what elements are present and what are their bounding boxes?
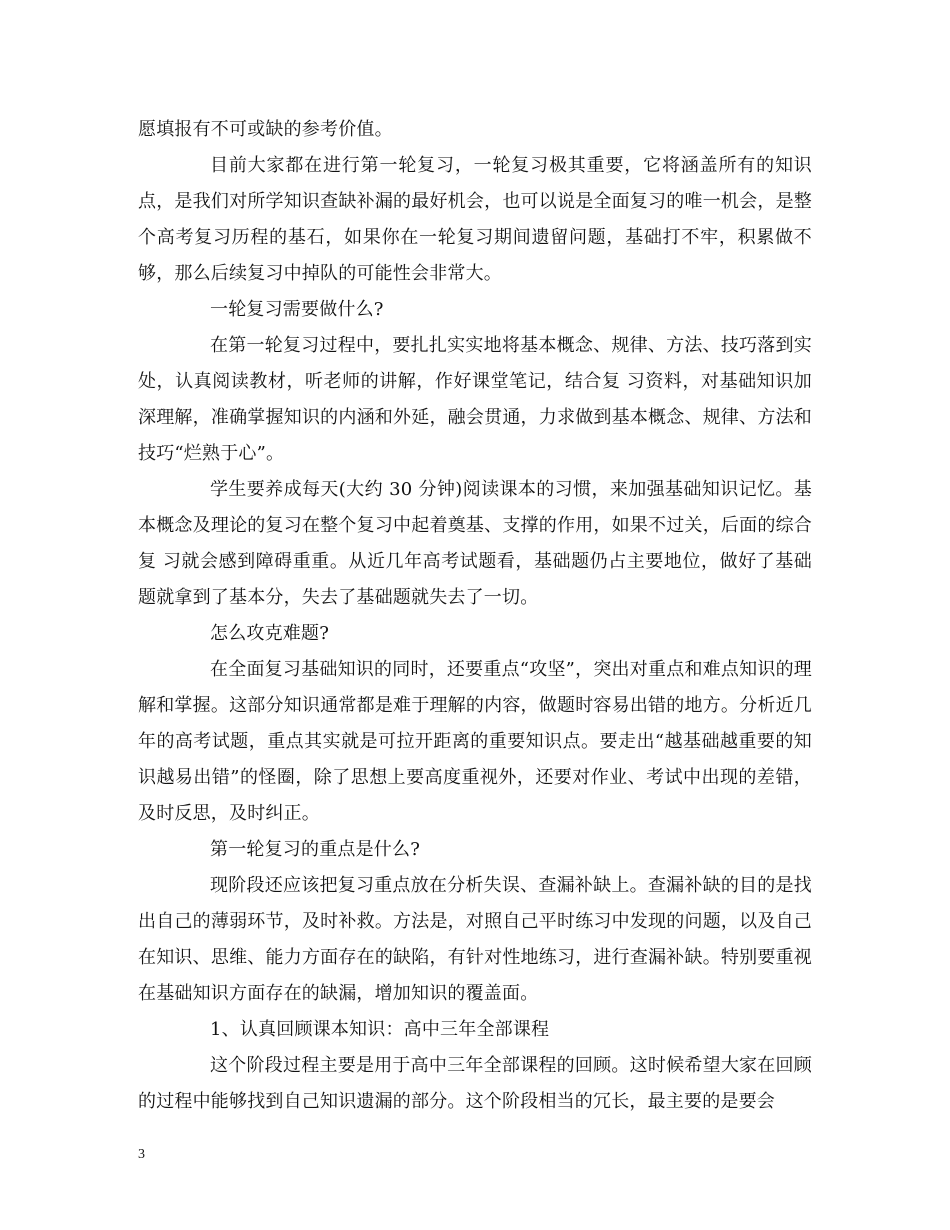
heading-difficult-problems: 怎么攻克难题? <box>210 623 330 644</box>
paragraph-2: 目前大家都在进行第一轮复习，一轮复习极其重要，它将涵盖所有的知识点，是我们对所学知识查缺补漏的最好机会，也可以说是全面复习的唯一机会，是整个高考复习历程的基石，如果你在一轮复习期间遗留问题，基础打不牢，积累做不够，那么后续复习中掉队的可能性会非常大。 <box>138 155 812 284</box>
page-number: 3 <box>138 1147 145 1162</box>
heading-first-round-tasks: 一轮复习需要做什么? <box>210 299 384 320</box>
paragraph-4: 学生要养成每天(大约 30 分钟)阅读课本的习惯，来加强基础知识记忆。基本概念及理论的复习在整个复习中起着奠基、支撑的作用，如果不过关，后面的综合复 习就会感到障碍重重。从近几年高考试题看，基础题仍占主要地位，做好了基础题就拿到了基本分，失去了基础题就失去了一切。 <box>138 479 812 608</box>
heading-first-round-focus: 第一轮复习的重点是什么? <box>210 839 421 860</box>
paragraph-3: 在第一轮复习过程中，要扎扎实实地将基本概念、规律、方法、技巧落到实处，认真阅读教材，听老师的讲解，作好课堂笔记，结合复 习资料，对基础知识加深理解，准确掌握知识的内涵和外延，融会贯通，力求做到基本概念、规律、方法和技巧“烂熟于心”。 <box>138 335 812 464</box>
paragraph-7: 这个阶段过程主要是用于高中三年全部课程的回顾。这时候希望大家在回顾的过程中能够找到自己知识遗漏的部分。这个阶段相当的冗长，最主要的是要会 <box>138 1055 812 1112</box>
paragraph-1: 愿填报有不可或缺的参考价值。 <box>138 119 393 140</box>
paragraph-5: 在全面复习基础知识的同时，还要重点“攻坚”，突出对重点和难点知识的理解和掌握。这部分知识通常都是难于理解的内容，做题时容易出错的地方。分析近几年的高考试题，重点其实就是可拉开距离的重要知识点。要走出“越基础越重要的知识越易出错”的怪圈，除了思想上要高度重视外，还要对作业、考试中出现的差错，及时反思，及时纠正。 <box>138 659 812 824</box>
paragraph-6: 现阶段还应该把复习重点放在分析失误、查漏补缺上。查漏补缺的目的是找出自己的薄弱环节，及时补救。方法是，对照自己平时练习中发现的问题，以及自己在知识、思维、能力方面存在的缺陷，有针对性地练习，进行查漏补缺。特别要重视在基础知识方面存在的缺漏，增加知识的覆盖面。 <box>138 875 812 1004</box>
heading-review-textbook: 1、认真回顾课本知识：高中三年全部课程 <box>210 1019 550 1040</box>
document-body <box>138 112 812 1120</box>
